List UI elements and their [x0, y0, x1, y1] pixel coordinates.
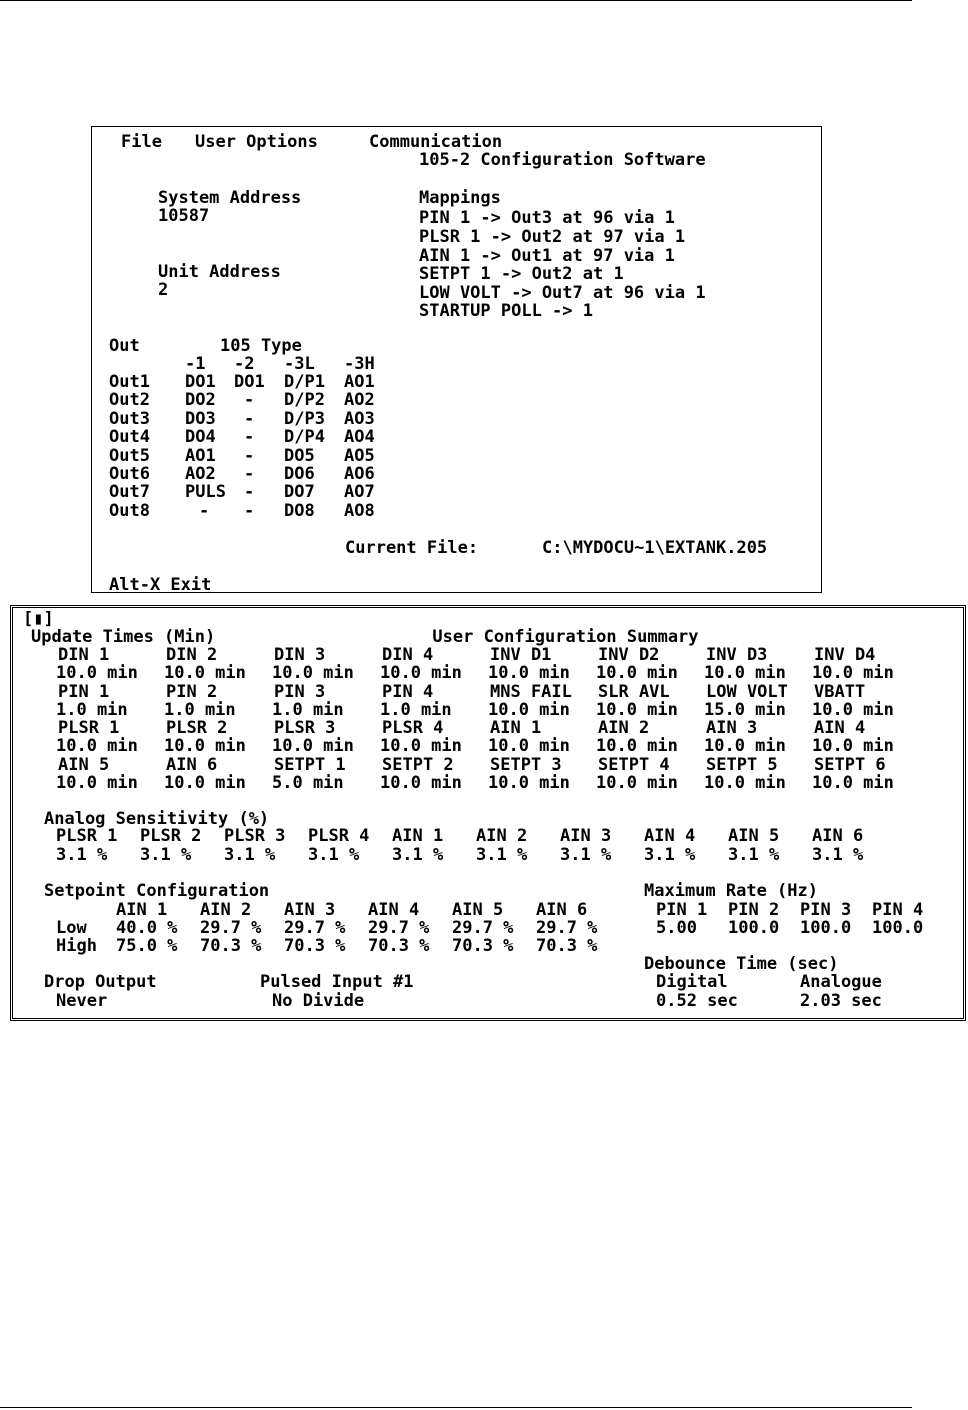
setpoint-name: AIN 6	[536, 900, 588, 920]
update-time-value: 10.0 min	[812, 663, 894, 684]
update-time-value: 10.0 min	[164, 772, 246, 793]
update-time-value: 10.0 min	[488, 699, 570, 720]
unit-address-value: 2	[158, 280, 169, 300]
out-row-cell: -	[244, 482, 255, 503]
out-row-cell: DO1	[234, 372, 265, 392]
update-time-name: SLR AVL	[598, 681, 670, 702]
setpoint-low-value: 29.7 %	[536, 918, 598, 938]
out-row-cell: DO1	[185, 372, 216, 392]
configuration-software-screen	[91, 126, 822, 593]
page-top-rule	[0, 0, 912, 1]
debounce-label: Debounce Time (sec)	[644, 954, 839, 974]
update-time-value: 10.0 min	[56, 663, 138, 684]
debounce-analogue-label: Analogue	[800, 972, 882, 992]
update-time-name: SETPT 5	[706, 754, 778, 775]
setpoint-low-value: 40.0 %	[116, 918, 178, 938]
setpoint-high-value: 75.0 %	[116, 936, 178, 956]
debounce-analogue-value: 2.03 sec	[800, 991, 882, 1011]
update-time-value: 10.0 min	[596, 772, 678, 793]
mapping-item: STARTUP POLL -> 1	[419, 301, 593, 321]
out-row-cell: -	[244, 464, 255, 484]
out-row-cell: D/P1	[284, 372, 325, 392]
out-row-label: Out3	[109, 408, 150, 429]
out-row-cell: D/P4	[284, 427, 325, 448]
system-address-value: 10587	[158, 206, 210, 226]
sensitivity-value: 3.1 %	[728, 845, 780, 865]
mapping-item: PIN 1 -> Out3 at 96 via 1	[419, 208, 675, 228]
out-row-cell: AO4	[344, 427, 375, 448]
type-column-header: -3H	[344, 354, 375, 374]
out-row-cell: DO3	[185, 408, 216, 429]
update-time-value: 10.0 min	[272, 736, 354, 757]
update-time-value: 1.0 min	[380, 699, 452, 720]
mapping-item: LOW VOLT -> Out7 at 96 via 1	[419, 283, 706, 303]
unit-address-label: Unit Address	[158, 262, 281, 282]
update-time-value: 5.0 min	[272, 772, 344, 793]
mappings-label: Mappings	[419, 188, 501, 208]
update-time-name: PIN 1	[58, 681, 110, 702]
update-time-value: 10.0 min	[164, 663, 246, 684]
setpoint-high-value: 70.3 %	[368, 936, 430, 956]
pulsed-input-label: Pulsed Input #1	[260, 972, 414, 992]
menu-user-options[interactable]: User Options	[195, 132, 318, 152]
max-rate-name: PIN 1	[656, 900, 708, 920]
setpoint-high-value: 70.3 %	[536, 936, 598, 956]
out-row-cell: D/P2	[284, 390, 325, 411]
system-address-label: System Address	[158, 188, 302, 208]
update-time-value: 10.0 min	[56, 736, 138, 757]
debounce-digital-value: 0.52 sec	[656, 991, 738, 1011]
sensitivity-value: 3.1 %	[812, 845, 864, 865]
out-row-cell: -	[244, 390, 255, 411]
sensitivity-name: PLSR 4	[308, 826, 370, 846]
out-row-cell: AO2	[185, 464, 216, 484]
debounce-digital-label: Digital	[656, 972, 728, 992]
sensitivity-name: AIN 6	[812, 826, 864, 846]
update-time-value: 10.0 min	[380, 736, 462, 757]
current-file-value: C:\MYDOCU~1\EXTANK.205	[542, 538, 768, 558]
out-row-cell: -	[244, 408, 255, 429]
exit-hint[interactable]: Alt-X Exit	[109, 575, 212, 593]
update-time-name: LOW VOLT	[706, 681, 788, 702]
update-time-value: 10.0 min	[56, 772, 138, 793]
update-time-name: INV D2	[598, 645, 660, 665]
max-rate-value: 100.0	[728, 918, 780, 938]
update-time-value: 10.0 min	[488, 736, 570, 757]
update-time-name: AIN 5	[58, 754, 110, 775]
max-rate-value: 5.00	[656, 918, 697, 938]
out-row-cell: DO5	[284, 445, 315, 466]
update-time-name: AIN 1	[490, 718, 542, 738]
setpoint-name: AIN 1	[116, 900, 168, 920]
user-configuration-summary-window	[10, 605, 966, 1021]
update-time-name: SETPT 1	[274, 754, 346, 775]
update-time-value: 10.0 min	[596, 663, 678, 684]
update-time-name: AIN 2	[598, 718, 650, 738]
update-time-name: INV D3	[706, 645, 768, 665]
update-time-value: 1.0 min	[272, 699, 344, 720]
sensitivity-value: 3.1 %	[224, 845, 276, 865]
max-rate-value: 100.0	[872, 918, 924, 938]
update-time-value: 10.0 min	[380, 663, 462, 684]
out-row-cell: AO1	[344, 372, 375, 392]
mapping-item: AIN 1 -> Out1 at 97 via 1	[419, 246, 675, 266]
sensitivity-value: 3.1 %	[476, 845, 528, 865]
sensitivity-name: AIN 4	[644, 826, 696, 846]
out-row-cell: DO7	[284, 482, 315, 503]
out-row-cell: D/P3	[284, 408, 325, 429]
out-row-cell: -	[244, 445, 255, 466]
drop-output-label: Drop Output	[44, 972, 157, 992]
out-row-label: Out1	[109, 372, 150, 392]
setpoint-low-value: 29.7 %	[452, 918, 514, 938]
update-time-name: PIN 3	[274, 681, 326, 702]
out-row-label: Out2	[109, 390, 150, 411]
update-time-name: PIN 2	[166, 681, 218, 702]
update-time-name: PLSR 3	[274, 718, 336, 738]
out-row-cell: AO1	[185, 445, 216, 466]
update-time-name: PLSR 1	[58, 718, 120, 738]
setpoint-label: Setpoint Configuration	[44, 881, 270, 901]
update-time-value: 10.0 min	[272, 663, 354, 684]
out-row-cell: AO7	[344, 482, 375, 503]
update-time-value: 10.0 min	[488, 663, 570, 684]
type-column-header: -3L	[284, 354, 315, 374]
out-row-cell: AO8	[344, 500, 375, 521]
setpoint-high-label: High	[56, 936, 97, 956]
update-time-value: 10.0 min	[596, 736, 678, 757]
sensitivity-value: 3.1 %	[644, 845, 696, 865]
max-rate-name: PIN 4	[872, 900, 924, 920]
sensitivity-value: 3.1 %	[392, 845, 444, 865]
type-column-header: -2	[234, 354, 255, 374]
update-time-name: DIN 1	[58, 645, 110, 665]
analog-sensitivity-label: Analog Sensitivity (%)	[44, 809, 270, 829]
update-time-value: 10.0 min	[812, 699, 894, 720]
sensitivity-name: PLSR 3	[224, 826, 286, 846]
update-time-value: 10.0 min	[596, 699, 678, 720]
setpoint-name: AIN 4	[368, 900, 420, 920]
update-time-value: 10.0 min	[812, 736, 894, 757]
update-time-name: DIN 3	[274, 645, 326, 665]
setpoint-name: AIN 2	[200, 900, 252, 920]
max-rate-name: PIN 3	[800, 900, 852, 920]
setpoint-high-value: 70.3 %	[452, 936, 514, 956]
out-row-cell: AO6	[344, 464, 375, 484]
update-time-name: DIN 2	[166, 645, 218, 665]
update-time-name: INV D1	[490, 645, 552, 665]
update-time-value: 10.0 min	[380, 772, 462, 793]
update-time-value: 10.0 min	[488, 772, 570, 793]
out-row-label: Out6	[109, 464, 150, 484]
max-rate-name: PIN 2	[728, 900, 780, 920]
app-title: 105-2 Configuration Software	[419, 150, 706, 170]
out-row-cell: -	[244, 427, 255, 448]
setpoint-low-value: 29.7 %	[200, 918, 262, 938]
update-time-value: 1.0 min	[164, 699, 236, 720]
setpoint-high-value: 70.3 %	[284, 936, 346, 956]
page-bottom-rule	[0, 1407, 912, 1408]
out-row-label: Out5	[109, 445, 150, 466]
out-row-cell: DO6	[284, 464, 315, 484]
update-time-name: PLSR 4	[382, 718, 444, 738]
update-time-name: MNS FAIL	[490, 681, 572, 702]
update-time-name: INV D4	[814, 645, 876, 665]
update-time-name: SETPT 4	[598, 754, 670, 775]
out-row-cell: AO5	[344, 445, 375, 466]
update-time-value: 10.0 min	[164, 736, 246, 757]
sensitivity-name: AIN 1	[392, 826, 444, 846]
update-time-name: SETPT 2	[382, 754, 454, 775]
update-time-name: PIN 4	[382, 681, 434, 702]
setpoint-high-value: 70.3 %	[200, 936, 262, 956]
menu-communication[interactable]: Communication	[369, 132, 503, 152]
type-column-header: -1	[185, 354, 206, 374]
out-row-cell: PULS	[185, 482, 226, 503]
drop-output-value: Never	[56, 991, 108, 1011]
max-rate-label: Maximum Rate (Hz)	[644, 881, 818, 901]
current-file-label: Current File:	[345, 538, 479, 558]
sensitivity-value: 3.1 %	[308, 845, 360, 865]
update-time-value: 10.0 min	[812, 772, 894, 793]
sensitivity-value: 3.1 %	[140, 845, 192, 865]
update-times-label: Update Times (Min)	[31, 627, 216, 647]
sensitivity-name: AIN 5	[728, 826, 780, 846]
menu-file[interactable]: File	[121, 132, 162, 152]
max-rate-value: 100.0	[800, 918, 852, 938]
update-time-name: SETPT 6	[814, 754, 886, 775]
out-row-cell: AO3	[344, 408, 375, 429]
sensitivity-value: 3.1 %	[56, 845, 108, 865]
setpoint-low-value: 29.7 %	[368, 918, 430, 938]
sensitivity-value: 3.1 %	[560, 845, 612, 865]
update-time-value: 10.0 min	[704, 663, 786, 684]
update-time-value: 15.0 min	[704, 699, 786, 720]
type-header: 105 Type	[220, 336, 302, 356]
update-time-value: 1.0 min	[56, 699, 128, 720]
update-time-name: AIN 6	[166, 754, 218, 775]
out-row-cell: AO2	[344, 390, 375, 411]
sensitivity-name: PLSR 1	[56, 826, 118, 846]
update-time-name: DIN 4	[382, 645, 434, 665]
update-time-value: 10.0 min	[704, 772, 786, 793]
out-row-cell: DO8	[284, 500, 315, 521]
sensitivity-name: AIN 2	[476, 826, 528, 846]
mapping-item: SETPT 1 -> Out2 at 1	[419, 264, 624, 284]
sensitivity-name: PLSR 2	[140, 826, 202, 846]
sensitivity-name: AIN 3	[560, 826, 612, 846]
out-row-cell: -	[199, 500, 210, 521]
setpoint-low-label: Low	[56, 918, 87, 938]
window-title-text: User Configuration Summary	[424, 627, 706, 647]
out-row-cell: DO2	[185, 390, 216, 411]
update-time-value: 10.0 min	[704, 736, 786, 757]
update-time-name: SETPT 3	[490, 754, 562, 775]
update-time-name: AIN 4	[814, 718, 866, 738]
mapping-item: PLSR 1 -> Out2 at 97 via 1	[419, 227, 686, 247]
update-time-name: AIN 3	[706, 718, 758, 738]
update-time-name: VBATT	[814, 681, 866, 702]
out-row-cell: DO4	[185, 427, 216, 448]
close-box-button[interactable]: [▮]	[23, 609, 54, 629]
setpoint-name: AIN 3	[284, 900, 336, 920]
pulsed-input-value: No Divide	[272, 991, 365, 1011]
out-row-cell: -	[244, 500, 255, 521]
out-row-label: Out4	[109, 427, 150, 448]
update-time-name: PLSR 2	[166, 718, 228, 738]
setpoint-low-value: 29.7 %	[284, 918, 346, 938]
out-row-label: Out7	[109, 482, 150, 503]
out-header: Out	[109, 336, 140, 356]
out-row-label: Out8	[109, 500, 150, 521]
setpoint-name: AIN 5	[452, 900, 504, 920]
